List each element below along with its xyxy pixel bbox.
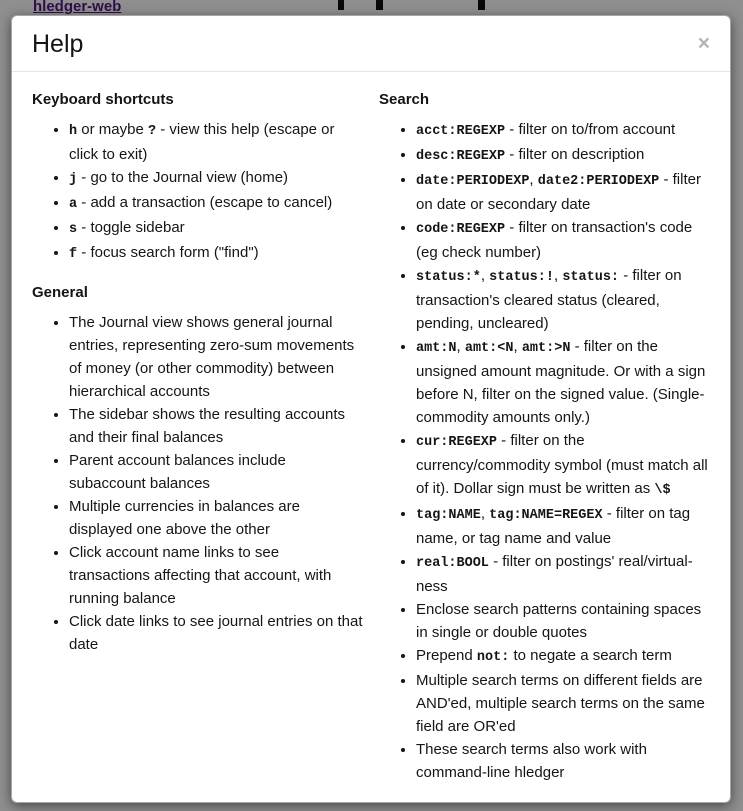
code-token: not: (476, 650, 510, 665)
code-token: amt:<N (464, 341, 514, 356)
list-item (69, 495, 363, 541)
section-list-search (379, 118, 710, 784)
modal-title: Help (32, 30, 84, 58)
text-run: , (456, 338, 465, 355)
code-token: status:! (489, 270, 554, 285)
list-item (416, 118, 710, 143)
code-token: tag:NAME=REGEX (489, 508, 603, 523)
text-run: - add a transaction (escape to cancel) (77, 194, 333, 211)
text-run: - filter on to/from account (505, 121, 676, 138)
text-run: Parent account balances include subaccount balances (69, 452, 286, 492)
list-item (416, 168, 710, 216)
list-item (416, 644, 710, 669)
text-run: - filter on postings' real/virtual-ness (416, 553, 693, 595)
list-item (69, 449, 363, 495)
code-token: acct:REGEXP (416, 124, 506, 139)
column-left (32, 87, 363, 656)
column-right (379, 87, 710, 784)
text-run: - filter on the currency/commodity symbol (must match all of it). Dollar sign must be written as (416, 432, 708, 497)
list-item (416, 143, 710, 168)
section-list-general (32, 311, 363, 656)
code-token: tag:NAME (416, 508, 481, 523)
text-run: or maybe (77, 121, 148, 138)
text-run: , (553, 267, 563, 284)
text-run: , (480, 505, 490, 522)
text-run: - filter on transaction's cleared status (cleared, pending, uncleared) (416, 267, 682, 332)
text-run: Enclose search patterns containing spaces in single or double quotes (416, 601, 702, 641)
text-run: These search terms also work with command-line hledger (416, 741, 647, 781)
code-token: j (69, 172, 78, 187)
text-run: to negate a search term (509, 647, 672, 664)
code-token: f (69, 247, 78, 262)
section-heading-general: General (32, 284, 88, 301)
text-run: - toggle sidebar (77, 219, 185, 236)
list-item (69, 311, 363, 403)
modal-header (12, 16, 730, 72)
list-item (69, 118, 363, 166)
code-token: h (69, 124, 78, 139)
text-run: - filter on tag name, or tag name and value (416, 505, 691, 547)
list-item (69, 541, 363, 610)
list-item (416, 598, 710, 644)
list-item (416, 264, 710, 335)
brand-link[interactable]: hledger-web (33, 0, 122, 15)
text-run: Prepend (416, 647, 477, 664)
text-run: The sidebar shows the resulting accounts and their final balances (69, 406, 345, 446)
code-token: date:PERIODEXP (416, 174, 530, 189)
text-run: , (480, 267, 490, 284)
list-item (416, 429, 710, 502)
list-item (69, 403, 363, 449)
list-item (69, 166, 363, 191)
text-run: Click account name links to see transactions affecting that account, with running balance (69, 544, 332, 607)
code-token: date2:PERIODEXP (537, 174, 660, 189)
list-item (416, 335, 710, 429)
text-run: - go to the Journal view (home) (77, 169, 289, 186)
text-run: , (529, 171, 538, 188)
text-run: , (513, 338, 522, 355)
code-token: s (69, 222, 78, 237)
list-item (416, 738, 710, 784)
list-item (416, 502, 710, 550)
text-run: The Journal view shows general journal entries, representing zero-sum movements of money (or other commodity) between hierarchical accounts (69, 314, 355, 400)
modal-body (12, 72, 730, 802)
close-icon[interactable]: × (697, 32, 710, 55)
code-token: status:* (416, 270, 481, 285)
text-run: - filter on the unsigned amount magnitude. Or with a sign before N, filter on the signed value. (Single-commodity amounts only.) (416, 338, 706, 426)
section-heading-keyboard-shortcuts: Keyboard shortcuts (32, 91, 174, 108)
text-run: - view this help (escape or click to exit) (69, 121, 335, 163)
list-item (416, 669, 710, 738)
section-heading-search: Search (379, 91, 430, 108)
list-item (69, 610, 363, 656)
section-list-keyboard-shortcuts (32, 118, 363, 266)
text-run: - filter on transaction's code (eg check number) (416, 219, 693, 261)
code-token: status: (562, 270, 620, 285)
text-run: - filter on date or secondary date (416, 171, 701, 213)
code-token: \$ (654, 483, 671, 498)
text-run: - focus search form ("find") (77, 244, 259, 261)
code-token: a (69, 197, 78, 212)
text-run: Multiple search terms on different fields are AND'ed, multiple search terms on the same field are OR'ed (416, 672, 705, 735)
list-item (69, 241, 363, 266)
list-item (416, 216, 710, 264)
code-token: code:REGEXP (416, 222, 506, 237)
code-token: amt:>N (521, 341, 571, 356)
text-run: Multiple currencies in balances are displayed one above the other (69, 498, 300, 538)
code-token: ? (147, 124, 157, 139)
text-run: Click date links to see journal entries on that date (69, 613, 363, 653)
list-item (416, 550, 710, 598)
list-item (69, 191, 363, 216)
list-item (69, 216, 363, 241)
code-token: desc:REGEXP (416, 149, 506, 164)
code-token: amt:N (416, 341, 457, 356)
text-run: - filter on description (505, 146, 645, 163)
help-modal (11, 15, 731, 803)
code-token: cur:REGEXP (416, 435, 498, 450)
code-token: real:BOOL (416, 556, 489, 571)
